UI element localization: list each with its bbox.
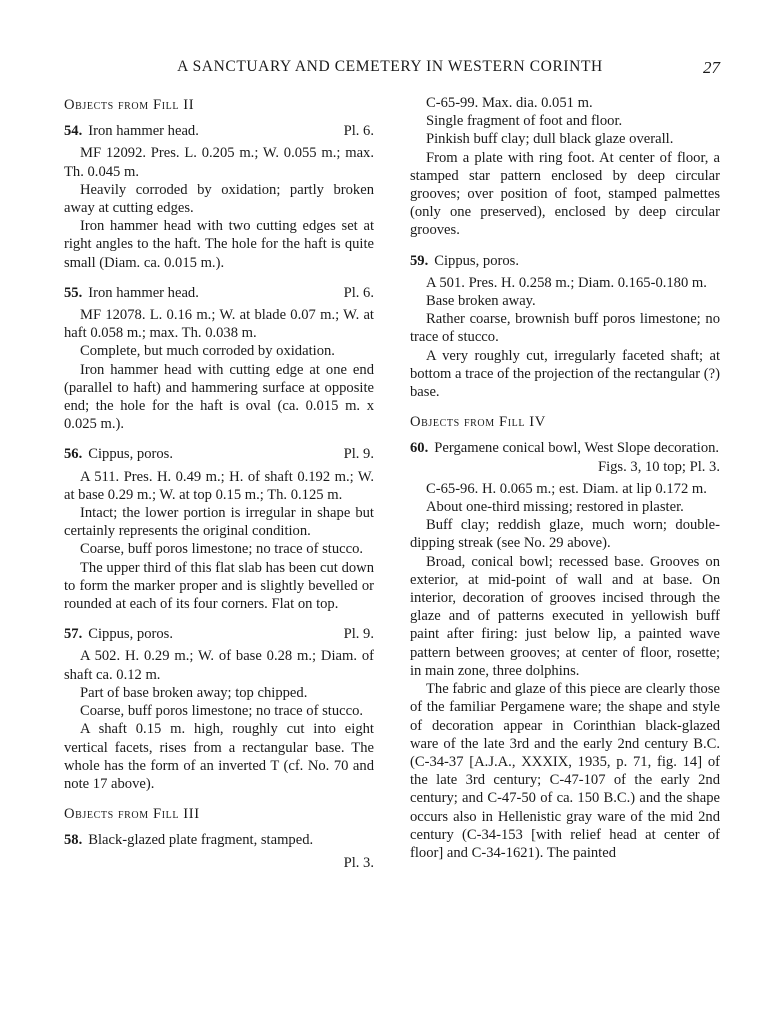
catalog-entry-58-continued — [410, 94, 720, 240]
entry-title: Iron hammer head. — [88, 123, 199, 140]
left-column — [64, 96, 374, 880]
entry-title: Cippus, poros. — [88, 626, 173, 643]
entry-heading — [64, 122, 374, 140]
plate-reference: Pl. 6. — [343, 284, 374, 301]
entry-title: Pergamene conical bowl, West Slope decoration. — [434, 440, 720, 457]
entry-paragraph: Pinkish buff clay; dull black glaze overall. — [426, 131, 674, 148]
entry-paragraph: A 511. Pres. H. 0.49 m.; H. of shaft 0.192 m.; W. at base 0.29 m.; W. at top 0.15 m.; Th. 0.125 m. — [64, 468, 374, 503]
entry-paragraph: Iron hammer head with cutting edge at one end (parallel to haft) and hammering surface at opposite end; the hole for the haft is oval (ca. 0.015 m. x 0.025 m.). — [64, 361, 374, 433]
entry-paragraph: Heavily corroded by oxidation; partly broken away at cutting edges. — [64, 181, 374, 217]
entry-paragraph: Complete, but much corroded by oxidation. — [80, 343, 335, 360]
entry-paragraph: MF 12078. L. 0.16 m.; W. at blade 0.07 m.; W. at haft 0.058 m.; max. Th. 0.038 m. — [64, 307, 374, 342]
plate-reference: Pl. 3. — [343, 854, 374, 871]
entry-paragraph: Coarse, buff poros limestone; no trace of stucco. — [80, 703, 364, 720]
entry-heading — [64, 284, 374, 302]
figure-plate-reference: Figs. 3, 10 top; Pl. 3. — [597, 458, 720, 475]
catalog-entry-54 — [64, 122, 374, 272]
running-header — [60, 58, 720, 82]
entry-paragraph: A shaft 0.15 m. high, roughly cut into eight vertical facets, rises from a rectangular base. The whole has the form of an inverted T (cf. No. 70 and note 17 above). — [64, 721, 374, 792]
entry-heading — [64, 625, 374, 643]
entry-number: 60. — [410, 440, 429, 457]
entry-title: Black-glazed plate fragment, stamped. — [88, 832, 314, 849]
plate-reference: Pl. 6. — [343, 123, 374, 140]
entry-paragraph: Intact; the lower portion is irregular in shape but certainly represents the original condition. — [64, 505, 374, 540]
entry-paragraph: A 502. H. 0.29 m.; W. of base 0.28 m.; Diam. of shaft ca. 0.12 m. — [64, 648, 374, 683]
entry-number: 58. — [64, 832, 83, 849]
entry-paragraph: MF 12092. Pres. L. 0.205 m.; W. 0.055 m.; max. Th. 0.045 m. — [64, 145, 374, 180]
entry-paragraph: Coarse, buff poros limestone; no trace of stucco. — [80, 541, 364, 558]
entry-paragraph: Part of base broken away; top chipped. — [80, 684, 308, 701]
entry-title: Iron hammer head. — [88, 284, 199, 301]
entry-heading — [410, 439, 720, 475]
entry-paragraph: C-65-99. Max. dia. 0.051 m. — [426, 95, 593, 111]
entry-paragraph: Broad, conical bowl; recessed base. Grooves on exterior, at mid-point of wall and at base. On interior, decoration of grooves incised through the glaze and of patterns executed in yellowish buff paint after firing: just below lip, a painted wave pattern between grooves; at center of floor, rosette; in main zone, three dolphins. — [410, 553, 720, 679]
entry-paragraph: The upper third of this flat slab has been cut down to form the marker proper and is slightly bevelled or rounded at each of its four corners. Flat on top. — [64, 559, 374, 613]
entry-heading — [410, 252, 720, 270]
catalog-entry-60 — [410, 439, 720, 862]
catalog-entry-55 — [64, 284, 374, 434]
catalog-entry-58 — [64, 831, 374, 871]
page-number: 27 — [703, 58, 720, 77]
catalog-entry-57 — [64, 625, 374, 793]
running-title: A SANCTUARY AND CEMETERY IN WESTERN CORINTH — [177, 58, 603, 75]
entry-title: Cippus, poros. — [88, 446, 173, 463]
entry-number: 55. — [64, 284, 83, 301]
entry-paragraph: About one-third missing; restored in plaster. — [426, 499, 684, 516]
catalog-entry-59 — [410, 252, 720, 402]
entry-paragraph: Buff clay; reddish glaze, much worn; double-dipping streak (see No. 29 above). — [410, 517, 720, 552]
section-heading-fill-2: Objects from Fill II — [64, 97, 195, 113]
entry-number: 56. — [64, 446, 83, 463]
entry-paragraph: A 501. Pres. H. 0.258 m.; Diam. 0.165-0.180 m. — [426, 274, 707, 291]
entry-paragraph: Rather coarse, brownish buff poros limestone; no trace of stucco. — [410, 311, 720, 346]
entry-title: Cippus, poros. — [434, 252, 519, 269]
entry-paragraph: C-65-96. H. 0.065 m.; est. Diam. at lip 0.172 m. — [426, 480, 707, 497]
entry-paragraph: From a plate with ring foot. At center of floor, a stamped star pattern enclosed by deep circular grooves; over position of foot, stamped palmettes (only one preserved), enclosed by deep circular grooves. — [410, 149, 720, 239]
plate-reference: Pl. 9. — [343, 446, 374, 463]
entry-heading — [64, 831, 374, 849]
right-column — [410, 94, 720, 874]
entry-number: 59. — [410, 252, 429, 269]
section-heading-fill-4: Objects from Fill IV — [410, 414, 546, 431]
entry-paragraph: Iron hammer head with two cutting edges set at right angles to the haft. The hole for the haft is quite small (Diam. ca. 0.015 m.). — [64, 218, 374, 271]
entry-paragraph: A very roughly cut, irregularly faceted shaft; at bottom a trace of the projection of the rectangular (?) base. — [410, 347, 720, 401]
entry-paragraph: Base broken away. — [426, 293, 536, 310]
entry-number: 54. — [64, 123, 83, 140]
plate-reference: Pl. 9. — [343, 626, 374, 643]
section-heading-fill-3: Objects from Fill III — [64, 806, 200, 823]
entry-heading — [64, 445, 374, 463]
entry-paragraph: Single fragment of foot and floor. — [426, 113, 623, 130]
entry-number: 57. — [64, 626, 83, 643]
entry-paragraph: The fabric and glaze of this piece are clearly those of the familiar Pergamene ware; the shape and style of decoration appear in Corinthian black-glazed ware of the late 3rd and the early 2nd century B.C. (C-34-37 [A.J.A., XXXIX, 1935, p. 71, fig. 14] of the late 3rd century; C-47-107 of the early 2nd century; and C-47-50 of ca. 150 B.C.) and the shape occurs also in Hellenistic gray ware of the mid 2nd century (C-34-153 [with relief head at center of floor] and C-34-1621). The painted — [410, 681, 720, 861]
catalog-entry-56 — [64, 445, 374, 613]
